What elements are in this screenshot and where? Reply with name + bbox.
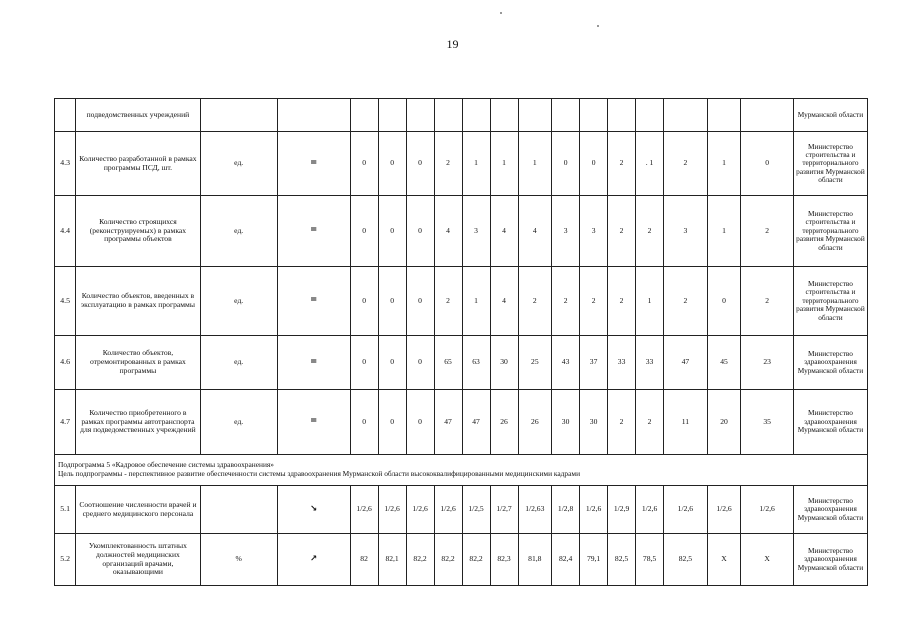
value-cell: 30: [552, 390, 580, 455]
value-cell: 0: [378, 196, 406, 267]
value-cell: 26: [490, 390, 518, 455]
value-cell: [434, 99, 462, 132]
page-number: 19: [446, 37, 459, 51]
indicator-name: подведомственных учреждений: [76, 99, 200, 132]
value-cell: 47: [462, 390, 490, 455]
row-number: 4.3: [55, 132, 76, 196]
indicator-name: Количество объектов, введенных в эксплуатацию в рамках программы: [76, 267, 200, 336]
value-cell: 2: [518, 267, 552, 336]
subprogram-cell: [55, 455, 868, 486]
value-cell: 4: [518, 196, 552, 267]
value-cell: 1: [462, 267, 490, 336]
value-cell: 1/2,7: [490, 486, 518, 534]
unit-cell: ед.: [200, 267, 277, 336]
value-cell: 25: [518, 336, 552, 390]
value-cell: 1/2,5: [462, 486, 490, 534]
value-cell: 43: [552, 336, 580, 390]
value-cell: 37: [580, 336, 608, 390]
value-cell: 3: [462, 196, 490, 267]
value-cell: 3: [664, 196, 708, 267]
unit-cell: ед.: [200, 390, 277, 455]
value-cell: 2: [608, 132, 636, 196]
value-cell: 0: [378, 390, 406, 455]
value-cell: 2: [608, 196, 636, 267]
value-cell: 0: [350, 390, 378, 455]
row-number: 5.1: [55, 486, 76, 534]
responsible-cell: Министерство строительства и территориального развития Мурманской области: [793, 196, 867, 267]
value-cell: 0: [350, 267, 378, 336]
trend-cell: =: [277, 390, 350, 455]
table-row: [55, 390, 868, 455]
value-cell: 35: [741, 390, 794, 455]
subprogram-goal: Цель подпрограммы - перспективное развитие обеспеченности системы здравоохранения Мурманской области высококвалифицированными медицинскими кадрами: [58, 469, 581, 478]
value-cell: [490, 99, 518, 132]
value-cell: 1/2,6: [434, 486, 462, 534]
value-cell: 2: [741, 196, 794, 267]
value-cell: [741, 99, 794, 132]
value-cell: 79,1: [580, 534, 608, 586]
value-cell: [406, 99, 434, 132]
indicator-name: Количество приобретенного в рамках программы автотранспорта для подведомственных учреждений: [76, 390, 200, 455]
value-cell: 0: [707, 267, 741, 336]
value-cell: 65: [434, 336, 462, 390]
value-cell: 2: [608, 390, 636, 455]
value-cell: 0: [350, 132, 378, 196]
value-cell: 1/2,63: [518, 486, 552, 534]
responsible-cell: Министерство строительства и территориального развития Мурманской области: [793, 132, 867, 196]
value-cell: [518, 99, 552, 132]
value-cell: . 1: [636, 132, 664, 196]
value-cell: 1/2,6: [707, 486, 741, 534]
unit-cell: ед.: [200, 196, 277, 267]
value-cell: 20: [707, 390, 741, 455]
value-cell: 1/2,6: [350, 486, 378, 534]
responsible-cell: Министерство здравоохранения Мурманской области: [793, 534, 867, 586]
value-cell: 1: [707, 196, 741, 267]
row-number: 4.5: [55, 267, 76, 336]
value-cell: 1/2,6: [580, 486, 608, 534]
value-cell: 82: [350, 534, 378, 586]
value-cell: 45: [707, 336, 741, 390]
unit-cell: %: [200, 534, 277, 586]
value-cell: 1: [636, 267, 664, 336]
value-cell: 63: [462, 336, 490, 390]
table-row: [55, 267, 868, 336]
table-row: [55, 99, 868, 132]
value-cell: 1: [707, 132, 741, 196]
value-cell: 47: [664, 336, 708, 390]
value-cell: 0: [350, 196, 378, 267]
value-cell: 4: [434, 196, 462, 267]
trend-cell: =: [277, 267, 350, 336]
value-cell: 0: [406, 390, 434, 455]
table-row: [55, 196, 868, 267]
table-row: [55, 132, 868, 196]
value-cell: 30: [580, 390, 608, 455]
unit-cell: [200, 99, 277, 132]
value-cell: 82,2: [406, 534, 434, 586]
value-cell: 81,8: [518, 534, 552, 586]
value-cell: 82,2: [462, 534, 490, 586]
row-number: 4.6: [55, 336, 76, 390]
value-cell: 23: [741, 336, 794, 390]
indicators-table: [54, 98, 868, 586]
value-cell: 3: [552, 196, 580, 267]
value-cell: 2: [608, 267, 636, 336]
value-cell: [608, 99, 636, 132]
unit-cell: ед.: [200, 336, 277, 390]
value-cell: 2: [664, 132, 708, 196]
value-cell: [350, 99, 378, 132]
value-cell: 1/2,6: [741, 486, 794, 534]
value-cell: 82,4: [552, 534, 580, 586]
value-cell: 82,1: [378, 534, 406, 586]
indicator-name: Количество разработанной в рамках программы ПСД, шт.: [76, 132, 200, 196]
value-cell: 0: [350, 336, 378, 390]
value-cell: 1: [518, 132, 552, 196]
value-cell: 2: [434, 267, 462, 336]
table-row: [55, 486, 868, 534]
value-cell: X: [741, 534, 794, 586]
indicator-name: Количество объектов, отремонтированных в рамках программы: [76, 336, 200, 390]
value-cell: [378, 99, 406, 132]
trend-cell: =: [277, 336, 350, 390]
unit-cell: ед.: [200, 132, 277, 196]
value-cell: 47: [434, 390, 462, 455]
table-row: [55, 336, 868, 390]
value-cell: 1/2,9: [608, 486, 636, 534]
value-cell: 82,5: [608, 534, 636, 586]
value-cell: 26: [518, 390, 552, 455]
subprogram-title: Подпрограмма 5 «Кадровое обеспечение системы здравоохранения»: [58, 460, 275, 470]
value-cell: 78,5: [636, 534, 664, 586]
subprogram-row: [55, 455, 868, 486]
value-cell: 1/2,6: [378, 486, 406, 534]
value-cell: 82,2: [434, 534, 462, 586]
row-number: 4.7: [55, 390, 76, 455]
row-number: 5.2: [55, 534, 76, 586]
value-cell: 4: [490, 196, 518, 267]
trend-cell: ↘: [277, 486, 350, 534]
responsible-cell: Министерство здравоохранения Мурманской области: [793, 336, 867, 390]
value-cell: 2: [552, 267, 580, 336]
table-row: [55, 534, 868, 586]
value-cell: 33: [636, 336, 664, 390]
value-cell: 2: [434, 132, 462, 196]
value-cell: 2: [636, 196, 664, 267]
value-cell: [580, 99, 608, 132]
indicator-name: Количество строящихся (реконструируемых) в рамках программы объектов: [76, 196, 200, 267]
value-cell: 0: [378, 336, 406, 390]
value-cell: 0: [406, 196, 434, 267]
value-cell: 33: [608, 336, 636, 390]
row-number: [55, 99, 76, 132]
value-cell: 82,3: [490, 534, 518, 586]
value-cell: 2: [741, 267, 794, 336]
value-cell: [552, 99, 580, 132]
responsible-cell: Министерство строительства и территориального развития Мурманской области: [793, 267, 867, 336]
value-cell: [462, 99, 490, 132]
value-cell: 1/2,6: [406, 486, 434, 534]
responsible-cell: Мурманской области: [793, 99, 867, 132]
value-cell: 1: [490, 132, 518, 196]
value-cell: 0: [378, 132, 406, 196]
responsible-cell: Министерство здравоохранения Мурманской области: [793, 390, 867, 455]
unit-cell: [200, 486, 277, 534]
value-cell: 0: [580, 132, 608, 196]
value-cell: 2: [580, 267, 608, 336]
value-cell: [636, 99, 664, 132]
trend-cell: =: [277, 132, 350, 196]
value-cell: 2: [636, 390, 664, 455]
value-cell: 0: [406, 336, 434, 390]
value-cell: 0: [406, 267, 434, 336]
value-cell: 1: [462, 132, 490, 196]
value-cell: 1/2,6: [664, 486, 708, 534]
value-cell: 3: [580, 196, 608, 267]
value-cell: [664, 99, 708, 132]
value-cell: 0: [406, 132, 434, 196]
value-cell: 0: [741, 132, 794, 196]
value-cell: 1/2,6: [636, 486, 664, 534]
value-cell: [707, 99, 741, 132]
value-cell: 82,5: [664, 534, 708, 586]
responsible-cell: Министерство здравоохранения Мурманской области: [793, 486, 867, 534]
trend-cell: =: [277, 196, 350, 267]
indicator-name: Соотношение численности врачей и среднего медицинского персонала: [76, 486, 200, 534]
indicator-name: Укомплектованность штатных должностей медицинских организаций врачами, оказывающими: [76, 534, 200, 586]
value-cell: 30: [490, 336, 518, 390]
value-cell: 0: [378, 267, 406, 336]
value-cell: 2: [664, 267, 708, 336]
scan-speck: [597, 25, 599, 27]
value-cell: 1/2,8: [552, 486, 580, 534]
row-number: 4.4: [55, 196, 76, 267]
trend-cell: ↗: [277, 534, 350, 586]
scan-speck: [500, 12, 502, 14]
trend-cell: [277, 99, 350, 132]
value-cell: 0: [552, 132, 580, 196]
value-cell: 11: [664, 390, 708, 455]
value-cell: X: [707, 534, 741, 586]
value-cell: 4: [490, 267, 518, 336]
